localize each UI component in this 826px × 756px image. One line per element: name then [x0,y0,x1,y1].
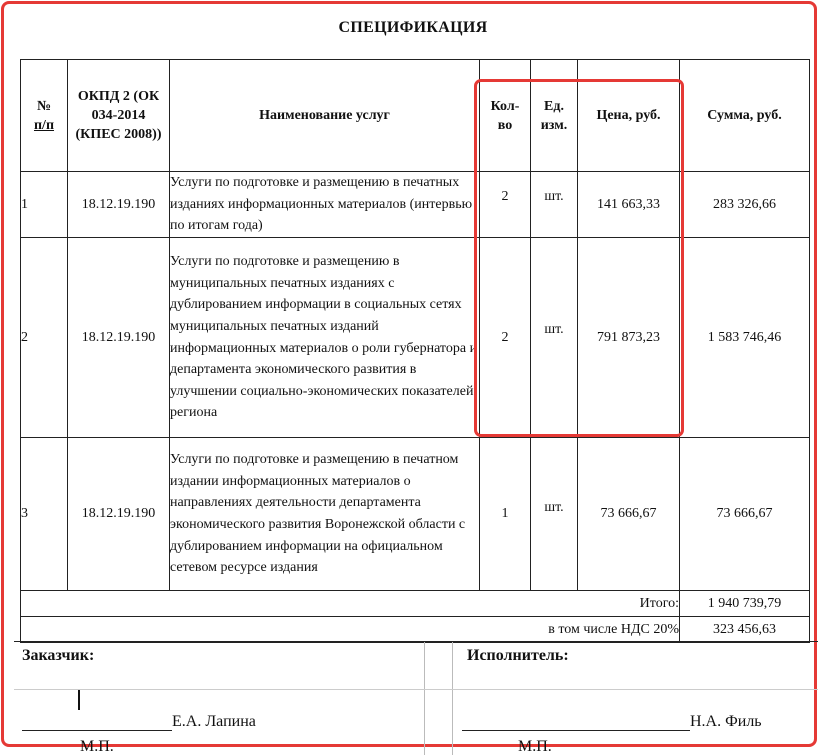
header-price: Цена, руб. [578,60,680,172]
row-unit [531,238,578,438]
executor-signature-blank [462,716,690,731]
document-title: СПЕЦИФИКАЦИЯ [338,19,488,36]
table-header-row [21,60,810,172]
vat-value: 323 456,63 [680,617,810,643]
text-cursor [78,690,80,710]
header-number-line2: п/п [33,117,55,133]
row-sum: 1 583 746,46 [680,238,810,438]
row-number: 1 [21,172,68,238]
executor-stamp-label: М.П. [518,738,552,755]
row-okpd-code: 18.12.19.190 [68,438,170,591]
row-price: 73 666,67 [578,438,680,591]
header-service-name: Наименование услуг [170,60,480,172]
customer-label: Заказчик: [22,647,95,664]
row-unit [531,438,578,591]
row-okpd-code: 18.12.19.190 [68,172,170,238]
header-quantity-line1: Кол- [490,98,520,114]
header-sum: Сумма, руб. [680,60,810,172]
row-quantity-value: 2 [501,188,509,204]
total-row [21,591,810,617]
row-service-name: Услуги по подготовке и размещению в муниципальных печатных изданиях с дублированием информации в социальных сетях муниципальных печатных изданий информационных материалов о роли губернатора и департамента экономического развития в улучшении социально-экономических показателей региона [170,238,480,438]
row-quantity [480,172,531,238]
row-service-name: Услуги по подготовке и размещению в печатном издании информационных материалов о направлениях деятельности департамента экономического развития Воронежской области с дублированием информации на официальном сетевом ресурсе издания [170,438,480,591]
vat-label: в том числе НДС 20% [21,617,680,643]
customer-signature-blank [22,716,172,731]
signature-block [14,641,818,755]
row-okpd-code: 18.12.19.190 [68,238,170,438]
header-quantity-line2: во [497,117,513,133]
specification-table [20,59,810,643]
row-unit-value: шт. [544,500,564,515]
header-unit [531,60,578,172]
executor-name: Н.А. Филь [690,713,762,730]
table-row [21,172,810,238]
header-unit-line2: изм. [540,117,568,133]
customer-name: Е.А. Лапина [172,713,256,730]
signature-divider [424,642,425,755]
vat-row [21,617,810,643]
executor-signature-line [462,713,762,731]
header-number-line1: № [36,98,52,114]
header-okpd: ОКПД 2 (ОК 034-2014 (КПЕС 2008)) [68,60,170,172]
header-unit-line1: Ед. [544,98,564,114]
total-label: Итого: [21,591,680,617]
row-unit-value: шт. [544,188,564,204]
row-sum: 73 666,67 [680,438,810,591]
header-number [21,60,68,172]
row-sum: 283 326,66 [680,172,810,238]
customer-stamp-label: М.П. [80,738,114,755]
signature-divider [452,642,453,755]
row-price: 141 663,33 [578,172,680,238]
row-unit-value: шт. [544,321,564,337]
customer-signature-line [22,713,256,731]
row-number: 3 [21,438,68,591]
row-price: 791 873,23 [578,238,680,438]
row-quantity: 2 [480,238,531,438]
row-unit [531,172,578,238]
signature-row-divider [14,689,818,690]
total-value: 1 940 739,79 [680,591,810,617]
table-row [21,438,810,591]
table-row [21,238,810,438]
row-number: 2 [21,238,68,438]
executor-label: Исполнитель: [467,647,569,664]
header-quantity [480,60,531,172]
row-service-name: Услуги по подготовке и размещению в печатных изданиях информационных материалов (интервью по итогам года) [170,172,480,238]
row-quantity: 1 [480,438,531,591]
